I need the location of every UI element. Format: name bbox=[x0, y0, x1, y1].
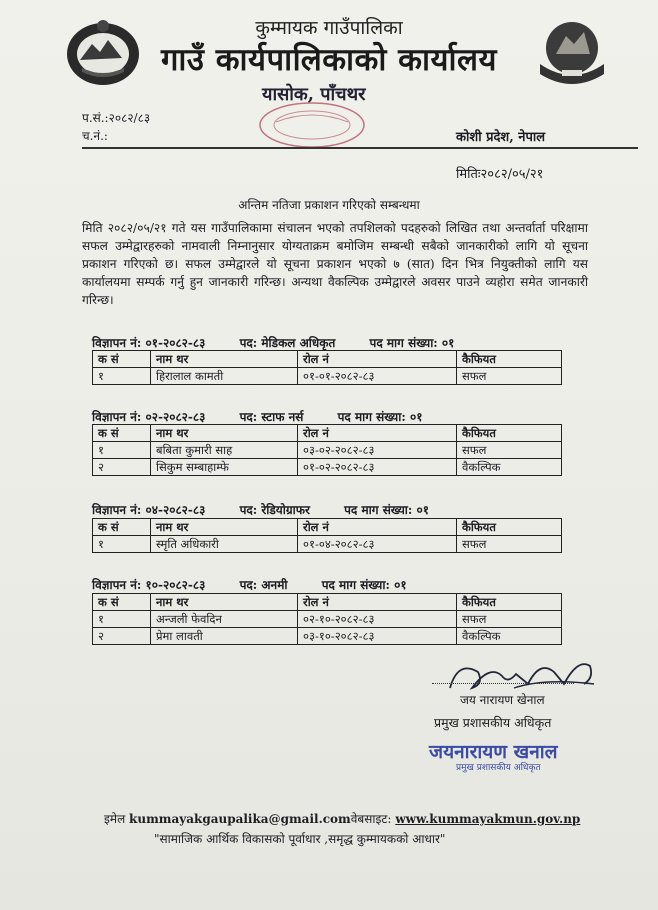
advert-number: विज्ञापन नं: ०४-२०८२-८३ bbox=[92, 503, 206, 517]
footer-slogan: "सामाजिक आर्थिक विकासको पूर्वाधार ,समृद्ध कुम्मायकको आधार" bbox=[154, 832, 446, 846]
cell-serial: १ bbox=[93, 611, 151, 628]
table-row bbox=[93, 536, 562, 553]
cell-serial: २ bbox=[93, 459, 151, 476]
header-roll: रोल नं bbox=[298, 519, 457, 536]
cell-name: बबिता कुमारी साह bbox=[151, 442, 298, 459]
header-remark: कैफियत bbox=[457, 519, 562, 536]
advert-post: पद: स्टाफ नर्स bbox=[239, 410, 304, 424]
email-label: इमेल bbox=[104, 812, 126, 826]
header-roll: रोल नं bbox=[298, 351, 457, 368]
cell-name: हिरालाल कामती bbox=[151, 368, 298, 385]
advert-heading bbox=[92, 334, 484, 351]
dispatch-number: च.नं.: bbox=[82, 129, 108, 143]
table-row bbox=[93, 611, 562, 628]
table-row bbox=[93, 459, 562, 476]
cell-name: अन्जली फेवदिन bbox=[151, 611, 298, 628]
cell-serial: १ bbox=[93, 442, 151, 459]
cell-roll: ०२-१०-२०८२-८३ bbox=[298, 611, 457, 628]
signatory-name: जय नारायण खेनाल bbox=[460, 693, 545, 707]
municipality-logo-icon bbox=[532, 14, 612, 88]
website-link[interactable]: www.kummayakmun.gov.np bbox=[395, 812, 581, 826]
advert-number: विज्ञापन नं: ०१-२०८२-८३ bbox=[92, 336, 206, 350]
advert-demand: पद माग संख्या: ०१ bbox=[369, 336, 455, 350]
cell-remark: वैकल्पिक bbox=[457, 628, 562, 645]
header-roll: रोल नं bbox=[298, 594, 457, 611]
table-header-row bbox=[93, 519, 562, 536]
advert-post: पद: मेडिकल अधिकृत bbox=[239, 336, 336, 350]
advert-heading bbox=[92, 576, 437, 593]
footer-contact bbox=[104, 810, 580, 827]
result-table bbox=[92, 518, 562, 553]
advert-demand: पद माग संख्या: ०१ bbox=[344, 503, 429, 517]
cell-serial: १ bbox=[93, 368, 151, 385]
table-row bbox=[93, 368, 562, 385]
table-header-row bbox=[93, 351, 562, 368]
table-row bbox=[93, 628, 562, 645]
cell-remark: सफल bbox=[457, 442, 562, 459]
cell-remark: वैकल्पिक bbox=[457, 459, 562, 476]
cell-roll: ०३-१०-२०८२-८३ bbox=[298, 628, 457, 645]
office-title: गाउँ कार्यपालिकाको कार्यालय bbox=[160, 42, 498, 78]
header-serial: क सं bbox=[93, 519, 151, 536]
header-remark: कैफियत bbox=[457, 594, 562, 611]
letter-subject: अन्तिम नतिजा प्रकाशन गरिएको सम्बन्धमा bbox=[238, 198, 420, 212]
office-stamp-icon bbox=[252, 100, 372, 150]
reference-number: प.सं.:२०८२/८३ bbox=[82, 111, 151, 125]
advert-post: पद: रेडियोग्राफर bbox=[239, 503, 310, 517]
header-remark: कैफियत bbox=[457, 351, 562, 368]
header-name: नाम थर bbox=[151, 519, 298, 536]
advert-number: विज्ञापन नं: ०२-२०८२-८३ bbox=[92, 410, 206, 424]
province-label: कोशी प्रदेश, नेपाल bbox=[456, 130, 546, 145]
advert-heading bbox=[92, 408, 452, 425]
header-name: नाम थर bbox=[151, 425, 298, 442]
header-serial: क सं bbox=[93, 594, 151, 611]
letter-date: मितिः२०८२/०५/२१ bbox=[456, 167, 544, 182]
header-name: नाम थर bbox=[151, 594, 298, 611]
cell-name: स्मृति अधिकारी bbox=[151, 536, 298, 553]
result-table bbox=[92, 350, 562, 385]
cell-name: सिकुम सम्बाहाम्फे bbox=[151, 459, 298, 476]
advert-demand: पद माग संख्या: ०१ bbox=[321, 578, 407, 592]
header-serial: क सं bbox=[93, 351, 151, 368]
header-serial: क सं bbox=[93, 425, 151, 442]
table-row bbox=[93, 442, 562, 459]
cell-serial: १ bbox=[93, 536, 151, 553]
advert-post: पद: अनमी bbox=[239, 578, 288, 592]
cell-roll: ०३-०२-२०८२-८३ bbox=[298, 442, 457, 459]
header-roll: रोल नं bbox=[298, 425, 457, 442]
result-table bbox=[92, 593, 562, 645]
signature-stamp-title: प्रमुख प्रशासकीय अधिकृत bbox=[456, 763, 541, 773]
header-remark: कैफियत bbox=[457, 425, 562, 442]
website-label: वेबसाइट: bbox=[350, 812, 392, 826]
table-header-row bbox=[93, 594, 562, 611]
advert-number: विज्ञापन नं: १०-२०८२-८३ bbox=[92, 578, 206, 592]
email-address: kummayakgaupalika@gmail.com bbox=[129, 812, 351, 826]
cell-roll: ०१-०४-२०८२-८३ bbox=[298, 536, 457, 553]
cell-remark: सफल bbox=[457, 611, 562, 628]
advert-demand: पद माग संख्या: ०१ bbox=[337, 410, 423, 424]
municipality-name: कुम्मायक गाउँपालिका bbox=[255, 17, 403, 39]
header-divider bbox=[82, 147, 638, 149]
result-table bbox=[92, 424, 562, 476]
office-address: यासोक, पाँचथर bbox=[262, 84, 366, 105]
advert-heading bbox=[92, 501, 459, 518]
header-name: नाम थर bbox=[151, 351, 298, 368]
signature-stamp-name: जयनारायण खनाल bbox=[429, 741, 558, 763]
table-header-row bbox=[93, 425, 562, 442]
cell-remark: सफल bbox=[457, 536, 562, 553]
cell-serial: २ bbox=[93, 628, 151, 645]
signatory-title: प्रमुख प्रशासकीय अधिकृत bbox=[434, 715, 552, 730]
letter-body: मिति २०८२/०५/२१ गते यस गाउँपालिकामा संचालन भएको तपशिलको पदहरुको लिखित तथा अन्तर्वार्ता परिक्षामा सफल उम्मेद्वारहरुको नामवाली निम्नानुसार योग्यताक्रम बमोजिम सम्बन्धी सबैको जानकारीको लागि यो सूचना प्रकाशन गरिएको छ। सफल उम्मेद्वारले यो सूचना प्रकाशन भएको ७ (सात) दिन भित्र नियुक्तीको लागि यस कार्यालयमा सम्पर्क गर्नु हुन जानकारी गरिन्छ। अन्यथा वैकल्पिक उम्मेद्वारले अवसर पाउने व्यहोरा समेत जानकारी गरिन्छ। bbox=[82, 221, 588, 307]
cell-name: प्रेमा लावती bbox=[151, 628, 298, 645]
cell-roll: ०१-०२-२०८२-८३ bbox=[298, 459, 457, 476]
cell-roll: ०१-०१-२०८२-८३ bbox=[298, 368, 457, 385]
signature-line bbox=[432, 683, 574, 684]
cell-remark: सफल bbox=[457, 368, 562, 385]
